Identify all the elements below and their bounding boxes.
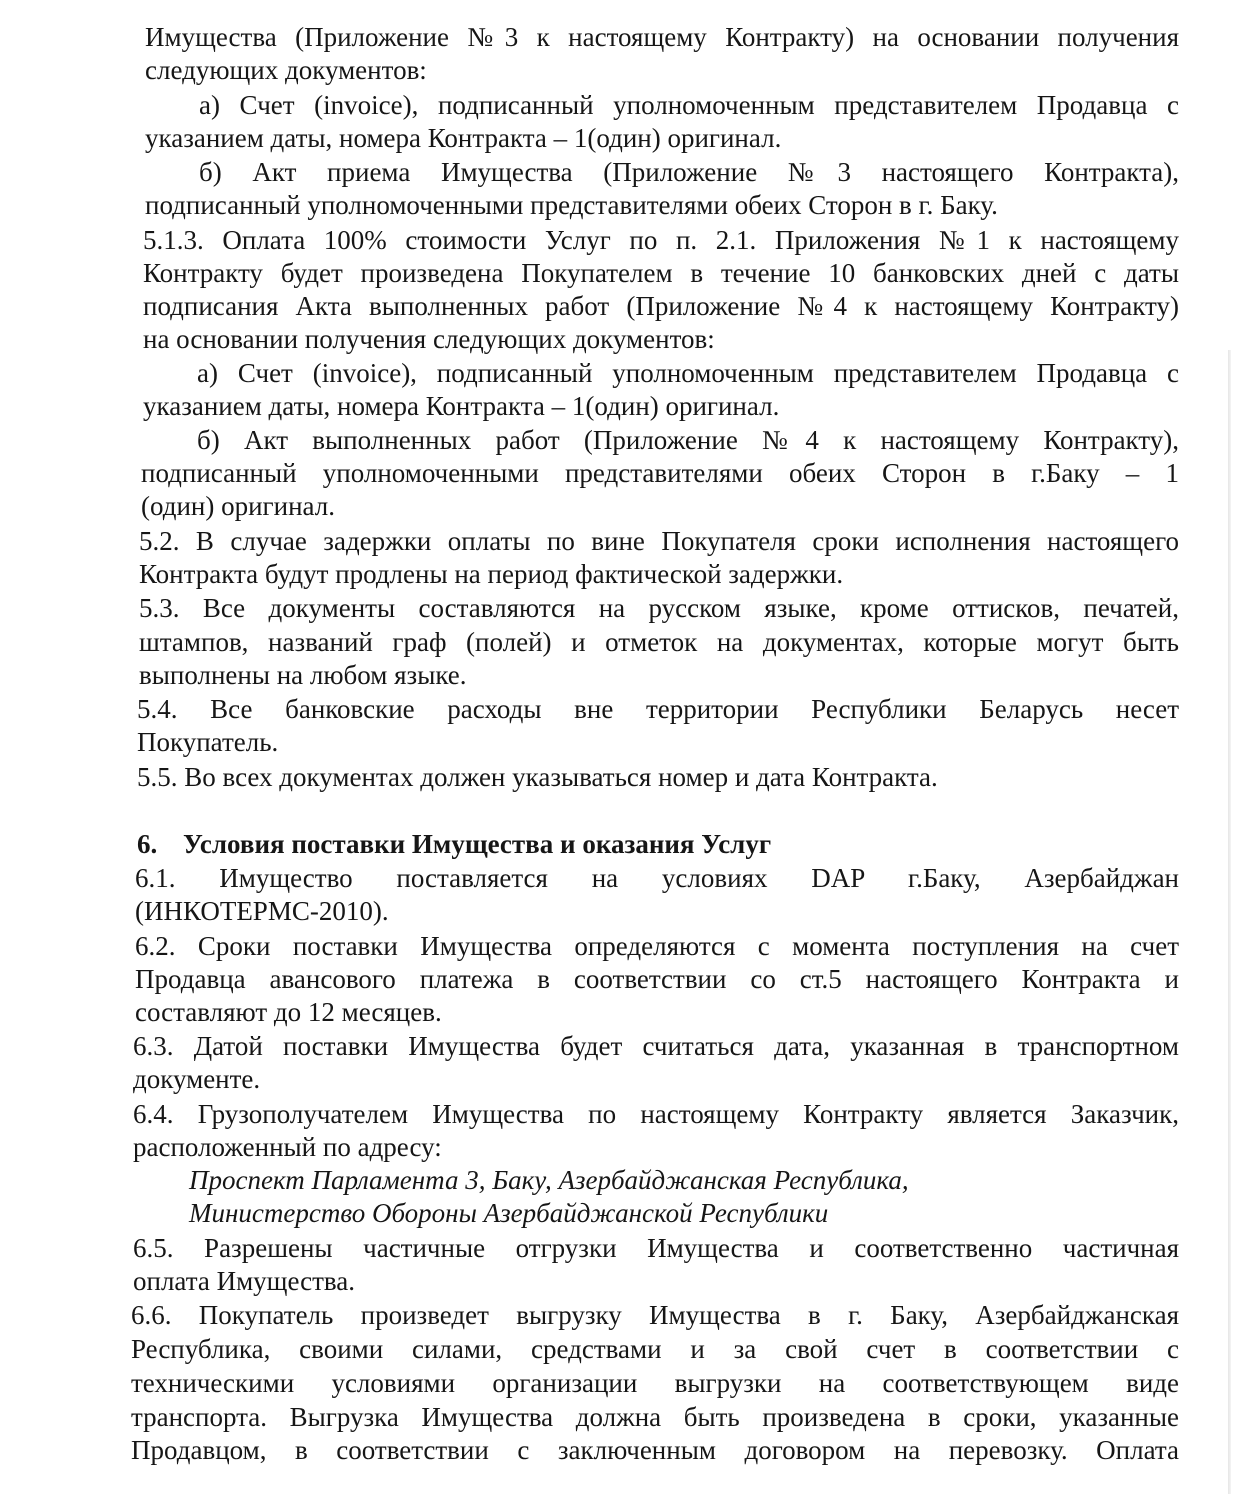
text-line: (один) оригинал. [141, 491, 335, 521]
text-line: 6.6. Покупатель произведет выгрузку Имущества в г. Баку, Азербайджанская [131, 1300, 1179, 1330]
text-line: выполнены на любом языке. [139, 660, 467, 690]
text-line: 6.4. Грузополучателем Имущества по настоящему Контракту является Заказчик, [133, 1099, 1179, 1129]
text-line: Контракта будут продлены на период фактической задержки. [139, 559, 844, 589]
text-line: 5.5. Во всех документах должен указываться номер и дата Контракта. [137, 762, 938, 792]
scan-edge-shadow [1228, 350, 1231, 1494]
text-line: б) Акт выполненных работ (Приложение №4 к настоящему Контракту), [197, 425, 1179, 455]
address-line: Министерство Обороны Азербайджанской Республики [189, 1198, 829, 1228]
text-line: указанием даты, номера Контракта – 1(один) оригинал. [145, 123, 782, 153]
address-line: Проспект Парламента 3, Баку, Азербайджанская Республика, [189, 1165, 909, 1195]
text-line: расположенный по адресу: [133, 1132, 442, 1162]
section-number: 6. [137, 829, 158, 859]
text-line: 5.1.3. Оплата 100% стоимости Услуг по п. 2.1. Приложения №1 к настоящему [143, 225, 1179, 255]
text-line: подписанный уполномоченными представителями обеих Сторон в г.Баку – 1 [141, 458, 1179, 488]
section-title: Условия поставки Имущества и оказания Услуг [183, 829, 772, 859]
text-line: следующих документов: [145, 55, 427, 85]
text-line: Имущества (Приложение №3 к настоящему Контракту) на основании получения [145, 22, 1179, 52]
text-line: оплата Имущества. [133, 1266, 356, 1296]
text-line: Покупатель. [137, 727, 279, 757]
text-line: подписания Акта выполненных работ (Приложение №4 к настоящему Контракту) [143, 291, 1179, 321]
text-line: подписанный уполномоченными представителями обеих Сторон в г. Баку. [145, 190, 998, 220]
text-line: 6.5. Разрешены частичные отгрузки Имущества и соответственно частичная [133, 1233, 1179, 1263]
text-line: 6.1. Имущество поставляется на условиях DAP г.Баку, Азербайджан [135, 863, 1179, 893]
text-line: Продавцом, в соответствии с заключенным договором на перевозку. Оплата [131, 1435, 1179, 1465]
text-line: документе. [133, 1064, 261, 1094]
text-line: 5.2. В случае задержки оплаты по вине Покупателя сроки исполнения настоящего [139, 526, 1179, 556]
text-line: а) Счет (invoice), подписанный уполномоченным представителем Продавца с [197, 358, 1179, 388]
section-6-heading [137, 827, 771, 861]
text-line: 6.3. Датой поставки Имущества будет считаться дата, указанная в транспортном [133, 1031, 1179, 1061]
text-line: Контракту будет произведена Покупателем в течение 10 банковских дней с даты [143, 258, 1179, 288]
text-line: а) Счет (invoice), подписанный уполномоченным представителем Продавца с [199, 90, 1179, 120]
text-line: техническими условиями организации выгрузки на соответствующем виде [131, 1368, 1179, 1398]
text-line: б) Акт приема Имущества (Приложение №3 настоящего Контракта), [199, 157, 1179, 187]
text-line: 5.4. Все банковские расходы вне территории Республики Беларусь несет [137, 694, 1179, 724]
text-line: Республика, своими силами, средствами и за свой счет в соответствии с [131, 1334, 1179, 1364]
text-line: транспорта. Выгрузка Имущества должна быть произведена в сроки, указанные [131, 1402, 1179, 1432]
text-line: Продавца авансового платежа в соответствии со ст.5 настоящего Контракта и [135, 964, 1179, 994]
text-line: указанием даты, номера Контракта – 1(один) оригинал. [143, 391, 780, 421]
text-line: (ИНКОТЕРМС-2010). [135, 896, 389, 926]
text-line: 6.2. Сроки поставки Имущества определяются с момента поступления на счет [135, 931, 1179, 961]
text-line: на основании получения следующих документов: [143, 324, 715, 354]
text-line: составляют до 12 месяцев. [135, 997, 442, 1027]
text-line: штампов, названий граф (полей) и отметок на документах, которые могут быть [139, 627, 1179, 657]
text-line: 5.3. Все документы составляются на русском языке, кроме оттисков, печатей, [139, 593, 1179, 623]
